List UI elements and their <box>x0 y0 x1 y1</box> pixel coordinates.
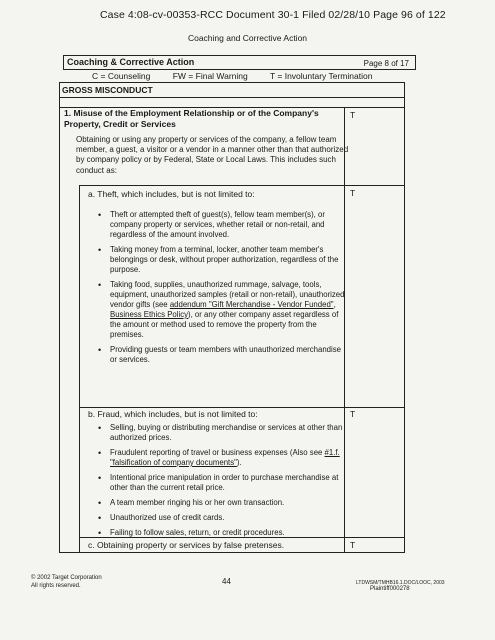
list-item: • Theft or attempted theft of guest(s), fellow team member(s), or company property or services, whether retail or non-retail, and regardless of the amount involved. <box>96 210 348 240</box>
section-1-mark: T <box>350 110 356 120</box>
falsification-link[interactable]: #1.f. "falsification of company documents" <box>110 448 340 467</box>
row-divider <box>79 407 404 408</box>
item-c-label: c. Obtaining property or services by false pretenses. <box>88 540 285 550</box>
footer-page-number: 44 <box>222 577 231 586</box>
list-item: • Fraudulent reporting of travel or business expenses (Also see #1.f. "falsification of company documents"). <box>96 448 348 468</box>
indent-column-line <box>79 185 80 552</box>
footer-copyright-block <box>31 575 102 590</box>
section-1-title: 1. Misuse of the Employment Relationship or of the Company's Property, Credit or Services <box>64 108 319 129</box>
list-item: • Intentional price manipulation in order to purchase merchandise at other than the current retail price. <box>96 473 348 493</box>
item-a-label: a. Theft, which includes, but is not limited to: <box>88 189 255 199</box>
section-1-intro: Obtaining or using any property or services of the company, a fellow team member, a guest, a visitor or a vendor in a manner other than that authorized by company policy or by Federal, State or Local Laws. This includes such conduct as: <box>76 135 349 175</box>
list-item: • Taking money from a terminal, locker, another team member's belongings or desk, without proper authorization, regardless of the purpose. <box>96 245 348 275</box>
item-a-bullets <box>96 210 348 370</box>
legend-termination: T = Involuntary Termination <box>269 71 373 81</box>
doc-code: LTDWSM/TMHB16.1.DOC/LOOC, 2003 <box>356 580 445 586</box>
list-item: • Selling, buying or distributing merchandise or services at other than authorized prices. <box>96 423 348 443</box>
legend <box>92 71 372 81</box>
item-c-mark: T <box>350 540 356 550</box>
rights-text: All rights reserved. <box>31 582 81 589</box>
case-header: Case 4:08-cv-00353-RCC Document 30-1 Filed 02/28/10 Page 96 of 122 <box>100 9 446 21</box>
list-item: • Unauthorized use of credit cards. <box>96 513 348 523</box>
list-item: • A team member ringing his or her own transaction. <box>96 498 348 508</box>
legend-final-warning: FW = Final Warning <box>172 71 248 81</box>
gift-merchandise-link[interactable]: addendum "Gift Merchandise - Vendor Funded" <box>169 300 334 309</box>
copyright-text: © 2002 Target Corporation <box>31 575 102 581</box>
item-b-mark: T <box>350 409 356 419</box>
item-b-bullets <box>96 423 348 543</box>
policy-title: Coaching & Corrective Action <box>67 57 195 67</box>
list-item: • Providing guests or team members with unauthorized merchandise or services. <box>96 345 348 365</box>
section-heading: GROSS MISCONDUCT <box>62 85 153 95</box>
item-a-mark: T <box>350 188 356 198</box>
row-divider <box>60 97 404 98</box>
bates-number: Plaintiff000278 <box>370 586 410 592</box>
row-divider <box>79 185 404 186</box>
document-subtitle: Coaching and Corrective Action <box>187 33 308 43</box>
page-indicator: Page 8 of 17 <box>363 59 409 68</box>
title-box <box>63 55 416 70</box>
footer-doc-ref <box>356 580 445 592</box>
business-ethics-link[interactable]: Business Ethics Policy <box>110 310 188 319</box>
legend-counseling: C = Counseling <box>92 71 151 81</box>
policy-table <box>59 82 405 553</box>
item-b-label: b. Fraud, which includes, but is not limited to: <box>88 409 258 419</box>
list-item: • Taking food, supplies, unauthorized rummage, salvage, tools, equipment, unauthorized samples (retail or non-retail), unauthorized vendor gifts (see addendum "Gift Merchandise - Vendor Funded", Business Ethics Policy), or any other company asset regardless of the amount or method used to remove the property from the premises. <box>96 280 348 340</box>
list-item: • Failing to follow sales, return, or credit procedures. <box>96 528 348 538</box>
